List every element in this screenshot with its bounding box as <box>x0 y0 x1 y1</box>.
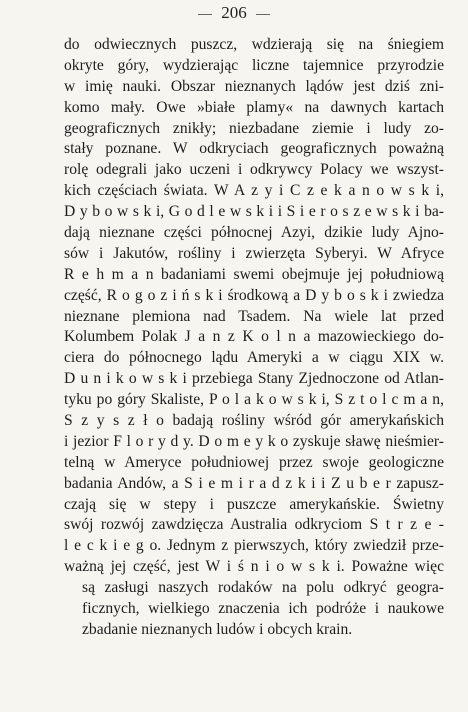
text-line: dają nieznane części północnej Azyi, dzikie ludy Ajno- <box>64 224 444 242</box>
text-line: swój rozwój zawdzięcza Australia odkryciom S t r z e - <box>64 516 444 534</box>
text-line: ciera do północnego lądu Ameryki a w ciągu XIX w. <box>64 349 444 367</box>
text-line: ważną jej część, jest W i ś n i o w s k i. Poważne więc <box>64 558 444 576</box>
text-line: czają się w stepy i puszcze amerykańskie. Świetny <box>64 495 444 513</box>
page-header <box>0 2 468 24</box>
text-line: badania Andów, a S i e m i r a d z k i i Z u b e r zapusz- <box>64 474 444 492</box>
text-line: D u n i k o w s k i przebiega Stany Zjednoczone od Atlan- <box>64 370 444 388</box>
text-line: kich częściach świata. W A z y i C z e k a n o w s k i, <box>64 182 444 200</box>
text-line: i jezior F l o r y d y. D o m e y k o zyskuje sławę nieśmier- <box>64 432 444 450</box>
text-line: geograficznych znikły; niezbadane ziemie i ludy zo- <box>64 119 444 137</box>
text-line: stały poznane. W odkryciach geograficznych poważną <box>64 140 444 158</box>
text-line: tyku po góry Skaliste, P o l a k o w s k i, S z t o l c m a n, <box>64 391 444 409</box>
text-line: S z y s z ł o badają rośliny wśród gór amerykańskich <box>64 412 444 430</box>
text-line: R e h m a n badaniami swemi obejmuje jej południową <box>64 265 444 283</box>
text-line: nieznane plemiona nad Tsadem. Na wiele lat przed <box>64 307 444 325</box>
text-line: sów i Jakutów, rośliny i zwierzęta Syberyi. W Afryce <box>64 244 444 262</box>
text-line: w imię nauki. Obszar nieznanych lądów jest dziś zni- <box>64 77 444 95</box>
text-line: część, R o g o z i ń s k i środkową a D y b o s k i zwiedza <box>64 286 444 304</box>
page-number: 206 <box>221 3 247 22</box>
text-line: telną w Ameryce południowej przez swoje geologiczne <box>64 453 444 471</box>
text-line: są zasługi naszych rodaków na polu odkryć geogra- <box>82 579 444 597</box>
body-text <box>64 35 444 641</box>
text-line: Kolumbem Polak J a n z K o l n a mazowieckiego do- <box>64 328 444 346</box>
header-dash-left <box>198 14 212 15</box>
text-line: do odwiecznych puszcz, wdzierają się na śniegiem <box>64 36 444 53</box>
text-line: okryte góry, wydzierając liczne tajemnice przyrodzie <box>64 56 444 74</box>
text-line: ficznych, wielkiego znaczenia ich podróże i naukowe <box>82 600 444 618</box>
text-line: komo mały. Owe »białe plamy« na dawnych kartach <box>64 98 444 116</box>
text-line: l e c k i e g o. Jednym z pierwszych, który zwiedził prze- <box>64 537 444 555</box>
text-line-last: zbadanie nieznanych ludów i obcych krain. <box>82 620 353 638</box>
text-line: rolę odegrali jako uczeni i odkrywcy Polacy we wszyst- <box>64 161 444 179</box>
text-line: D y b o w s k i, G o d l e w s k i i S i e r o s z e w s k i ba- <box>64 203 444 221</box>
header-dash-right <box>256 14 270 15</box>
